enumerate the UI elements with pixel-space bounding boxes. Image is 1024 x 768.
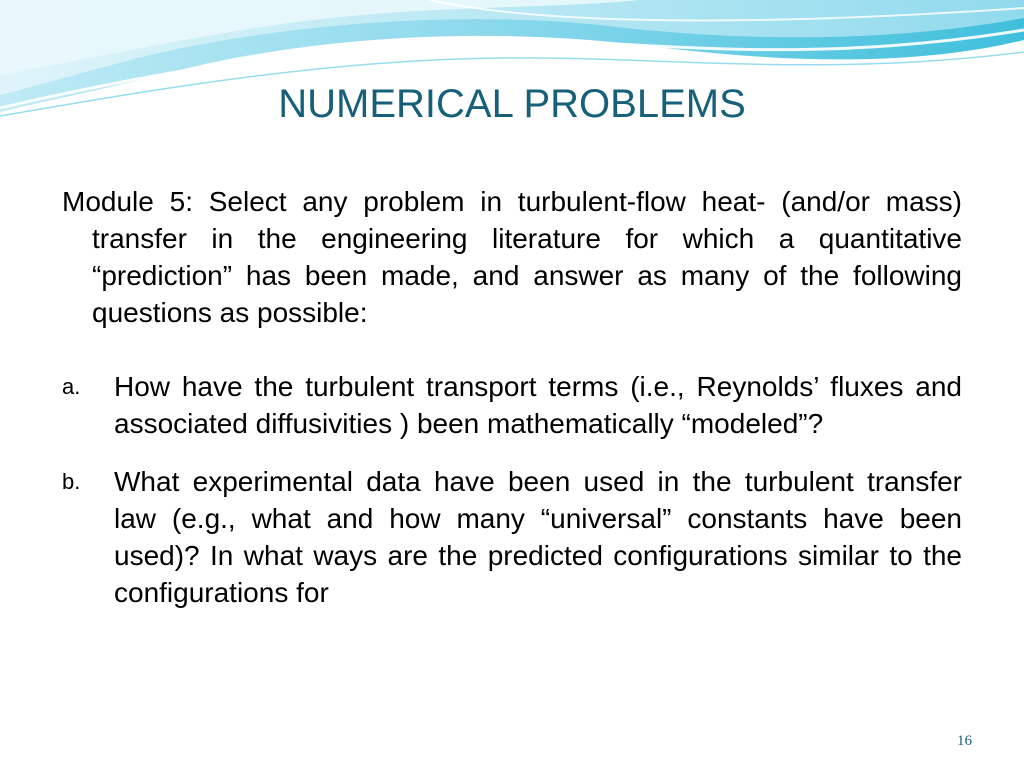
page-number: 16	[957, 733, 972, 749]
slide-title: NUMERICAL PROBLEMS	[278, 82, 746, 126]
slide-body	[62, 183, 962, 611]
list-marker-a: a.	[62, 374, 81, 399]
list-marker-b: b.	[62, 469, 81, 494]
list-item-a-text: How have the turbulent transport terms (i.e., Reynolds’ fluxes and associated diffusivities ) been mathematically “modeled”?	[114, 371, 962, 439]
list-item-b-text: What experimental data have been used in the turbulent transfer law (e.g., what and how many “universal” constants have been used)? In what ways are the predicted configurations similar to the configurations for	[114, 466, 962, 608]
list-item-a	[62, 368, 962, 442]
intro-paragraph: Module 5: Select any problem in turbulent-flow heat- (and/or mass) transfer in the engineering literature for which a quantitative “prediction” has been made, and answer as many of the following questions as possible:	[62, 186, 962, 328]
list-item-b	[62, 463, 962, 611]
